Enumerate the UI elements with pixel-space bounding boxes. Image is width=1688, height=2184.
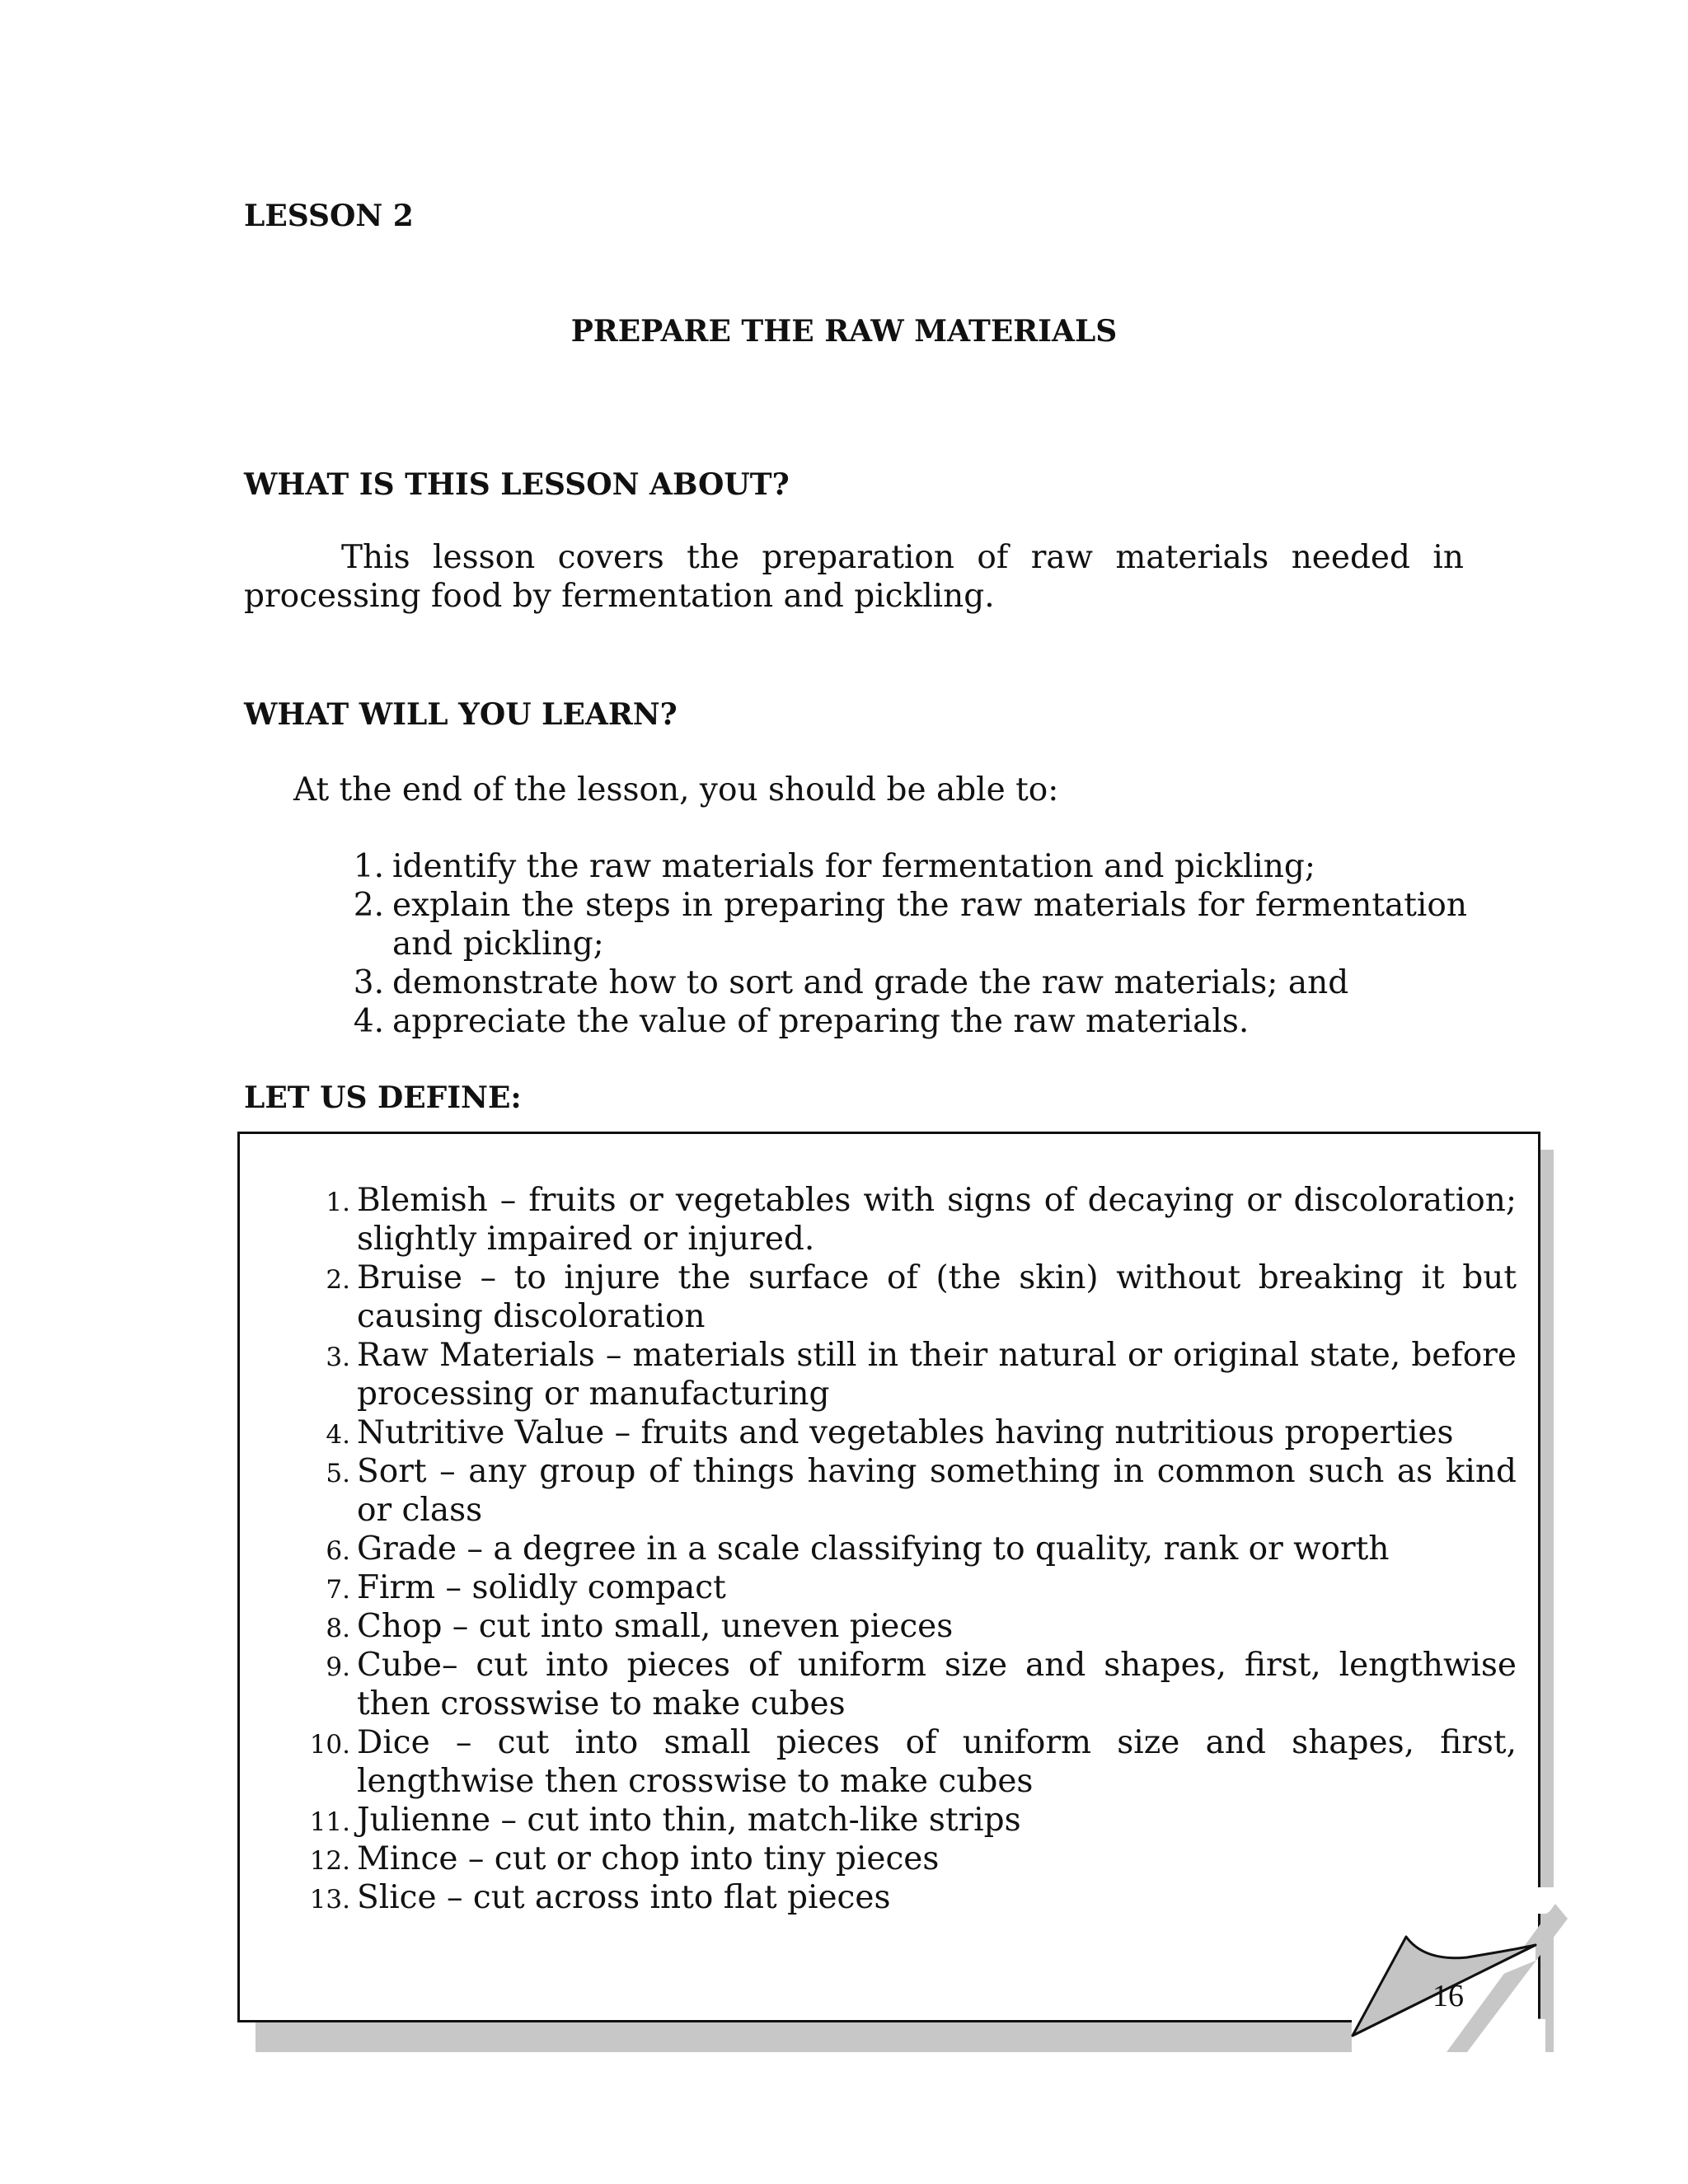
item-number: 12. (309, 1846, 350, 1876)
list-item (338, 886, 1467, 963)
item-number: 9. (326, 1652, 350, 1682)
item-number: 13. (309, 1885, 350, 1915)
item-text: Cube– cut into pieces of uniform size and shapes, first, lengthwise then crosswise to make cubes (357, 1647, 1517, 1722)
list-item (309, 1840, 1517, 1878)
list-item (309, 1336, 1517, 1413)
item-text: Slice – cut across into flat pieces (357, 1879, 891, 1916)
about-paragraph: This lesson covers the preparation of raw materials needed in processing food by fermentation and pickling. (244, 539, 1464, 615)
page-number: 16 (1432, 1979, 1464, 2013)
list-item (309, 1646, 1517, 1723)
item-number: 4. (326, 1420, 350, 1450)
item-number: 2. (353, 887, 384, 924)
item-number: 8. (326, 1614, 350, 1643)
item-text: Julienne – cut into thin, match-like strips (357, 1802, 1021, 1839)
list-item (309, 1530, 1517, 1568)
list-item (309, 1452, 1517, 1530)
about-heading: WHAT IS THIS LESSON ABOUT? (244, 467, 790, 502)
item-text: Mince – cut or chop into tiny pieces (357, 1840, 940, 1877)
objectives-list (338, 847, 1467, 1041)
item-number: 11. (309, 1807, 350, 1837)
item-text: Nutritive Value – fruits and vegetables having nutritious properties (357, 1414, 1454, 1451)
list-item (309, 1607, 1517, 1646)
list-item (309, 1723, 1517, 1801)
definitions-list (309, 1181, 1517, 1917)
item-number: 1. (353, 848, 384, 885)
item-text: identify the raw materials for fermentation and pickling; (392, 848, 1315, 885)
list-item (338, 963, 1467, 1002)
lesson-label: LESSON 2 (244, 199, 414, 233)
item-number: 6. (326, 1536, 350, 1566)
item-text: Dice – cut into small pieces of uniform size and shapes, first, lengthwise then crosswise to make cubes (357, 1724, 1517, 1800)
item-number: 3. (353, 964, 384, 1001)
item-number: 3. (326, 1343, 350, 1372)
item-text: demonstrate how to sort and grade the raw materials; and (392, 964, 1349, 1001)
learn-lead: At the end of the lesson, you should be able to: (293, 771, 1059, 808)
list-item (309, 1801, 1517, 1840)
item-text: Firm – solidly compact (357, 1569, 726, 1606)
item-number: 2. (326, 1265, 350, 1295)
item-text: appreciate the value of preparing the raw materials. (392, 1003, 1250, 1040)
list-item (309, 1413, 1517, 1452)
list-item (338, 847, 1467, 886)
list-item (309, 1568, 1517, 1607)
list-item (309, 1878, 1517, 1917)
item-text: Sort – any group of things having something in common such as kind or class (357, 1453, 1517, 1529)
item-number: 5. (326, 1459, 350, 1488)
item-text: Blemish – fruits or vegetables with signs of decaying or discoloration; slightly impaired or injured. (357, 1182, 1517, 1258)
item-number: 7. (326, 1575, 350, 1605)
item-text: Chop – cut into small, uneven pieces (357, 1608, 954, 1645)
list-item (309, 1258, 1517, 1336)
item-number: 4. (353, 1003, 384, 1040)
define-heading: LET US DEFINE: (244, 1080, 522, 1115)
item-number: 10. (309, 1730, 350, 1760)
list-item (338, 1002, 1467, 1041)
item-text: explain the steps in preparing the raw materials for fermentation and pickling; (392, 887, 1467, 963)
item-text: Bruise – to injure the surface of (the skin) without breaking it but causing discoloration (357, 1259, 1517, 1335)
list-item (309, 1181, 1517, 1258)
item-text: Raw Materials – materials still in their natural or original state, before processing or manufacturing (357, 1337, 1517, 1413)
item-text: Grade – a degree in a scale classifying to quality, rank or worth (357, 1530, 1390, 1568)
learn-heading: WHAT WILL YOU LEARN? (244, 697, 678, 732)
item-number: 1. (326, 1188, 350, 1217)
lesson-title: PREPARE THE RAW MATERIALS (570, 314, 1118, 349)
